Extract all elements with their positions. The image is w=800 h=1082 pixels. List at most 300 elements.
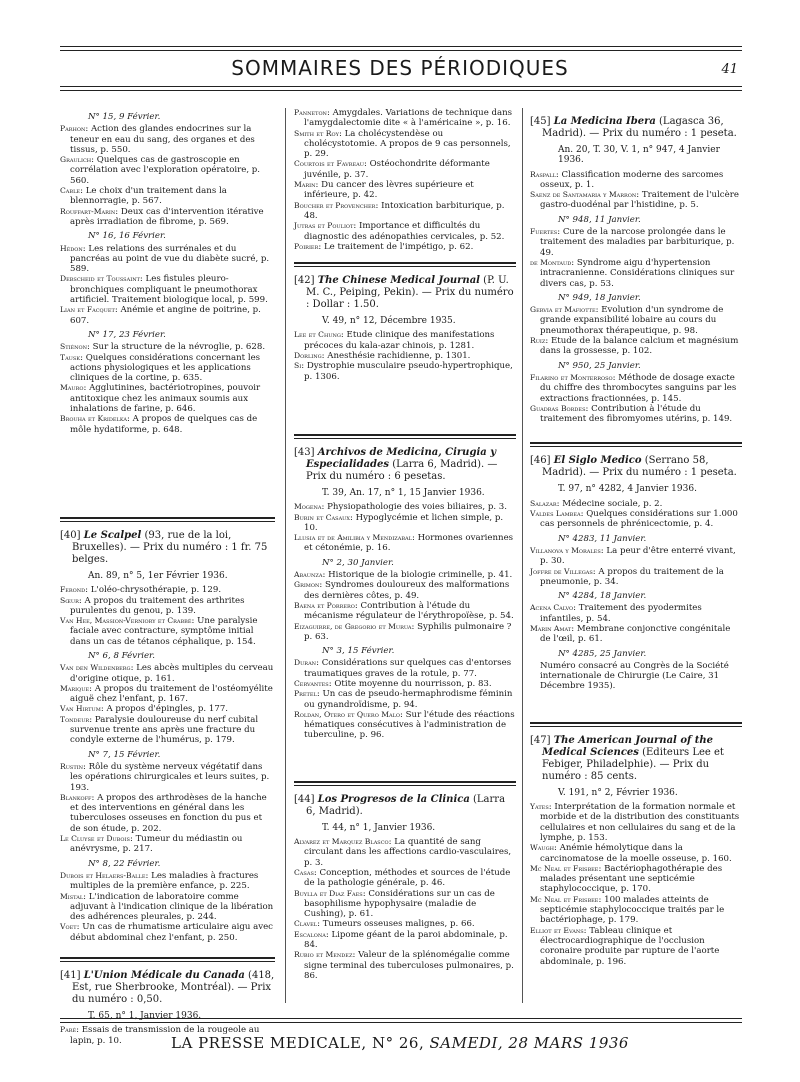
article-title: : Méthode de dosage exacte du chiffre des thrombocytes sanguins par les extractions fractionnées, p. 145. — [540, 372, 737, 404]
issue-heading: N° 8, 22 Février. — [88, 858, 161, 869]
article-entry — [294, 658, 516, 679]
journal-info: (P. U. M. C., Peiping, Pekin). — Prix du numéro : Dollar : 1.50. — [306, 275, 514, 311]
section-rule — [294, 785, 516, 786]
journal-info: (93, rue de la loi, Bruxelles). — Prix du numéro : 1 fr. 75 belges. — [72, 529, 268, 565]
footer-journal: LA PRESSE MEDICALE, — [171, 1034, 367, 1052]
article-authors: Alvarez et Marquez Blasco — [294, 837, 389, 847]
article-title: : Contribution à l'étude du traitement des fibromyomes utérins, p. 149. — [540, 403, 733, 425]
article-entry — [530, 864, 742, 895]
article-entry — [294, 889, 516, 920]
article-entry — [60, 342, 275, 352]
article-entry — [294, 502, 516, 512]
header-rule-bottom-2 — [60, 90, 742, 91]
article-authors: Blankoff — [60, 792, 92, 802]
article-entry — [294, 710, 516, 741]
article-entry — [60, 596, 275, 617]
article-entry — [294, 513, 516, 534]
journal-heading — [60, 970, 275, 1006]
journal-volume: T. 39, An. 17, n° 1, 15 Janvier 1936. — [322, 487, 485, 498]
article-title: : Sur l'étude des réactions hématiques consécutives à l'administration de tuberculine, p. 96. — [304, 709, 515, 741]
article-entry — [294, 330, 516, 351]
article-entry — [530, 843, 742, 864]
journal-block — [530, 116, 742, 166]
journal-volume: V. 49, n° 12, Décembre 1935. — [322, 316, 456, 327]
article-title: : Hypoglycémie et lichen simple, p. 10. — [304, 512, 504, 533]
article-authors: Baena et Porrero — [294, 600, 355, 610]
article-entry — [294, 108, 516, 129]
entries-block — [60, 585, 275, 943]
article-title: : Etude clinique des manifestations précoces du kala-azar chinois, p. 1281. — [304, 330, 495, 351]
article-title: : Contribution à l'étude du mécanisme régulateur de l'érythropoïèse, p. 54. — [304, 600, 514, 622]
journal-number: [41] — [60, 970, 81, 981]
article-authors: Mistal — [60, 891, 84, 901]
article-authors: Ruiz — [530, 336, 546, 346]
article-authors: Van Hee, Massion-Verniory et Crabbé — [60, 616, 192, 626]
article-authors: Mc Neal et Frisbee — [530, 863, 599, 873]
journal-block — [60, 530, 275, 581]
journal-heading — [294, 275, 516, 311]
article-entry — [530, 170, 742, 191]
article-authors: Villanova y Morales — [530, 545, 601, 555]
article-title: : Amygdales. Variations de technique dans l'amygdalectomie dite « à l'américaine », p. 16. — [304, 108, 513, 129]
journal-number: [44] — [294, 793, 315, 805]
article-authors: de Montaud — [530, 257, 572, 267]
issue-heading: N° 4285, 25 Janvier. — [558, 648, 647, 659]
article-authors: Jutras et Pouliot — [294, 221, 354, 231]
article-authors: Cable — [60, 186, 81, 196]
issue-heading: N° 4283, 11 Janvier. — [558, 533, 647, 544]
article-authors: Rubio et Mendez — [294, 950, 353, 960]
article-authors: Mc Neal et Frisbee — [530, 894, 599, 904]
article-entry — [60, 207, 275, 228]
article-entry — [294, 580, 516, 601]
section-rule — [294, 262, 516, 264]
article-title: : Deux cas d'intervention itérative après irradiation de fibrome, p. 569. — [70, 206, 264, 227]
article-authors: Debscheid et Toussaint — [60, 274, 140, 284]
article-entry — [60, 684, 275, 705]
entries-block — [294, 108, 516, 252]
journal-volume: V. 191, n° 2, Février 1936. — [558, 787, 678, 798]
article-entry — [60, 383, 275, 414]
journal-number: [45] — [530, 116, 551, 127]
article-authors: Eizaguirre, de Gregorio et Murua — [294, 621, 412, 631]
article-authors: Joffre de Villegas — [530, 566, 593, 576]
article-title: : Conception, méthodes et sources de l'étude de la pathologie générale, p. 46. — [304, 867, 511, 889]
journal-name: Archivos de Medicina, Cirugia y Especialidades — [306, 446, 497, 470]
article-title: : Les maladies à fractures multiples de la première enfance, p. 225. — [70, 870, 259, 892]
article-title: : Considérations sur un cas de basophilisme hypophysaire (maladie de Cushing), p. 61. — [304, 888, 495, 920]
entries-block — [294, 330, 516, 381]
entries-block — [530, 802, 742, 967]
article-entry — [530, 305, 742, 336]
journal-name: La Medicina Ibera — [553, 116, 656, 127]
article-entry — [60, 274, 275, 305]
article-authors: Filarino et Monterroso — [530, 372, 613, 382]
article-title: : Importance et difficultés du diagnostic des adénopathies cervicales, p. 52. — [304, 221, 505, 242]
article-entry — [294, 622, 516, 643]
article-title: : Interprétation de la formation normale et morbide et de la distribution des constituants cellulaires et non cellulaires du sang et de la lymphe, p. 153. — [540, 802, 740, 843]
article-title: : A propos du traitement des arthrites purulentes du genou, p. 139. — [70, 595, 245, 616]
article-title: : Intoxication barbiturique, p. 48. — [304, 200, 505, 221]
article-authors: Ferond — [60, 585, 86, 595]
article-title: : Hormones ovariennes et cétonémie, p. 16. — [304, 533, 514, 554]
article-title: : Historique de la biologie criminelle, p. 41. — [322, 570, 513, 581]
article-authors: Waugh — [530, 843, 554, 853]
article-authors: Lee et Chung — [294, 330, 341, 340]
article-title: : Agglutinines, bactériotropines, pouvoir antitoxique chez les animaux soumis aux inhalations de farine, p. 646. — [70, 383, 261, 415]
article-title: : Essais de transmission de la rougeole au lapin, p. 10. — [70, 1025, 260, 1046]
article-title: : Syndrome aigu d'hypertension intracranienne. Considérations cliniques sur divers cas, p. 53. — [540, 257, 735, 289]
section-rule — [530, 442, 742, 444]
footer-rule-2 — [60, 1022, 742, 1023]
article-title: : Membrane conjonctive congénitale de l'œil, p. 61. — [540, 623, 731, 645]
article-title: : Le traitement de l'impétigo, p. 62. — [318, 241, 474, 252]
header-rule-bottom — [60, 86, 742, 87]
article-title: : Dystrophie musculaire pseudo-hypertrophique, p. 1306. — [301, 361, 513, 382]
article-authors: Acena Calvo — [530, 603, 574, 613]
article-title: : Traitement de l'ulcère gastro-duodénal par l'histidine, p. 5. — [540, 190, 739, 211]
article-authors: Saenz de Santamaria y Marron — [530, 190, 637, 200]
header-rule-top — [60, 46, 742, 47]
issue-heading: N° 7, 15 Février. — [88, 749, 161, 760]
article-entry — [60, 585, 275, 595]
article-title: : Considérations sur quelques cas d'entorses traumatiques graves de la rotule, p. 77. — [304, 658, 512, 679]
page-number: 41 — [721, 62, 738, 77]
article-entry — [294, 930, 516, 951]
article-authors: Lian et Facquet — [60, 305, 115, 315]
article-authors: Valdes Lambea — [530, 509, 581, 519]
article-entry — [530, 895, 742, 926]
entries-block — [60, 112, 275, 435]
article-entry — [294, 533, 516, 554]
article-authors: Sœur — [60, 595, 79, 605]
article-title: : A propos des arthrodèses de la hanche et des interventions en général dans les tuberculoses osseuses en fonction du pus et de son étude, p. 202. — [70, 792, 267, 834]
issue-heading: N° 15, 9 Février. — [88, 112, 161, 122]
article-entry — [294, 180, 516, 201]
journal-name: El Siglo Medico — [553, 455, 642, 467]
entries-block — [530, 499, 742, 659]
article-authors: Yates — [530, 802, 549, 812]
article-title: : Tumeur du médiastin ou anévrysme, p. 217. — [70, 834, 243, 855]
article-title: : Lipome géant de la paroi abdominale, p. 84. — [304, 929, 508, 951]
journal-heading — [530, 455, 742, 479]
article-title: : Anémie hémolytique dans la carcinomatose de la moelle osseuse, p. 160. — [540, 843, 732, 864]
article-title: : Le choix d'un traitement dans la blennorragie, p. 567. — [70, 186, 227, 207]
article-authors: Abaunza — [294, 570, 323, 580]
article-entry — [60, 186, 275, 207]
article-authors: Le Cluyse et Dubois — [60, 834, 130, 844]
section-rule — [60, 961, 275, 962]
journal-volume: T. 97, n° 4282, 4 Janvier 1936. — [558, 484, 697, 495]
article-authors: Tausk — [60, 352, 81, 362]
article-title: : L'indication de laboratoire comme adjuvant à l'indication clinique de la libération des adhérences pleurales, p. 244. — [70, 891, 274, 923]
journal-info: (Larra 6, Madrid). — Prix du numéro : 6 pesetas. — [306, 458, 498, 482]
article-authors: Salazar — [530, 498, 557, 508]
article-authors: Casas — [294, 867, 314, 877]
journal-name: Los Progresos de la Clinica — [317, 793, 470, 805]
journal-number: [42] — [294, 275, 315, 287]
journal-volume: T. 65, n° 1, Janvier 1936. — [88, 1011, 202, 1021]
article-entry — [530, 404, 742, 425]
article-authors: Poirier — [294, 241, 319, 251]
journal-block — [294, 447, 516, 498]
section-rule — [530, 446, 742, 447]
article-title: : La quantité de sang circulant dans les affections cardio-vasculaires, p. 3. — [304, 837, 512, 868]
article-title: : Bactériophagothérapie des malades présentant une septicémie staphylococcique, p. 170. — [540, 863, 723, 895]
column-separator-1 — [285, 108, 286, 1003]
article-title: : A propos d'épingles, p. 177. — [100, 704, 229, 715]
article-entry — [294, 159, 516, 180]
issue-heading: N° 3, 15 Février. — [322, 646, 395, 657]
article-entry — [294, 242, 516, 252]
article-title: : Quelques considérations sur 1.000 cas personnels de phrénicectomie, p. 4. — [540, 509, 738, 530]
journal-name: The Chinese Medical Journal — [317, 275, 480, 287]
article-entry — [60, 762, 275, 793]
article-title: : Syndromes douloureux des malformations des dernières côtes, p. 49. — [304, 580, 510, 601]
issue-heading: N° 6, 8 Février. — [88, 650, 155, 661]
article-title: : Ostéochondrite déformante juvénile, p. 37. — [304, 159, 490, 180]
column-3 — [530, 108, 742, 967]
article-title: : Otite moyenne du nourrisson, p. 83. — [328, 678, 492, 689]
entries-block — [530, 170, 742, 425]
footer-number: N° 26, — [371, 1034, 425, 1052]
article-title: : Un cas de rhumatisme articulaire aigu avec début abdominal chez l'enfant, p. 250. — [70, 922, 273, 943]
journal-volume: An. 20, T. 30, V. 1, n° 947, 4 Janvier 1936. — [558, 145, 720, 166]
article-title: : A propos de quelques cas de môle hydatiforme, p. 648. — [70, 414, 258, 435]
footer-rule — [60, 1018, 742, 1019]
article-entry — [530, 190, 742, 211]
article-authors: Van den Wildenberg — [60, 663, 131, 673]
footer-date: SAMEDI, 28 MARS 1936 — [429, 1034, 629, 1052]
article-authors: Van Hirtum — [60, 704, 101, 714]
section-rule — [60, 957, 275, 959]
journal-number: [40] — [60, 529, 81, 541]
journal-info: (Lagasca 36, Madrid). — Prix du numéro : 1 peseta. — [542, 116, 737, 139]
page-title: SOMMAIRES DES PÉRIODIQUES — [231, 56, 569, 80]
article-title: : Tableau clinique et électrocardiographique de l'occlusion coronaire produite par rupture de l'aorte abdominale, p. 196. — [540, 925, 720, 967]
article-entry — [530, 227, 742, 258]
issue-heading: N° 2, 30 Janvier. — [322, 557, 394, 568]
article-entry — [530, 373, 742, 404]
section-rule — [294, 434, 516, 436]
article-authors: Panneton — [294, 108, 327, 117]
article-title: : Valeur de la splénomégalie comme signe terminal des tuberculoses pulmonaires, p. 86. — [304, 950, 514, 981]
article-authors: Dorling — [294, 351, 322, 361]
article-authors: Courtois et Favreau — [294, 159, 364, 169]
article-authors: Escalona — [294, 929, 326, 939]
article-title: : Un cas de pseudo-hermaphrodisme féminin ou gynandroïdisme, p. 94. — [304, 689, 513, 710]
issue-heading: N° 948, 11 Janvier. — [558, 214, 641, 225]
issue-heading: N° 4284, 18 Janvier. — [558, 591, 647, 602]
article-entry — [60, 793, 275, 834]
article-authors: Raspall — [530, 169, 556, 179]
article-authors: Mauro — [60, 383, 84, 393]
article-title: : Sur la structure de la névroglie, p. 628. — [87, 342, 266, 353]
article-authors: Marin — [294, 180, 316, 190]
article-entry — [294, 351, 516, 361]
journal-info: (Larra 6, Madrid). — [306, 793, 506, 817]
article-authors: Hédon — [60, 243, 83, 253]
article-entry — [60, 704, 275, 714]
article-authors: Brouha et Kridelka — [60, 414, 127, 424]
article-title: : Rôle du système nerveux végétatif dans les opérations chirurgicales et leurs suites, p. 193. — [70, 761, 270, 793]
article-entry — [294, 601, 516, 622]
article-entry — [530, 509, 742, 530]
article-entry — [530, 336, 742, 357]
article-entry — [60, 353, 275, 384]
article-entry — [294, 570, 516, 580]
journal-block — [294, 794, 516, 833]
journal-heading — [530, 735, 742, 783]
article-authors: Roldan, Otero et Quero Malo — [294, 709, 401, 719]
article-authors: Stiénon — [60, 342, 88, 352]
journal-info: (418, Est, rue Sherbrooke, Montréal). — Prix du numéro : 0,50. — [72, 970, 275, 1005]
section-rule — [530, 726, 742, 727]
article-authors: Rouffart-Marin — [60, 206, 116, 216]
section-rule — [530, 722, 742, 724]
journal-volume: An. 89, n° 5, 1er Février 1936. — [88, 570, 228, 581]
article-title: : Cure de la narcose prolongée dans le traitement des maladies par barbiturique, p. 49. — [540, 227, 735, 258]
journal-number: [46] — [530, 455, 551, 467]
article-title: : Anémie et angine de poitrine, p. 607. — [70, 305, 261, 326]
article-authors: Pretel — [294, 689, 317, 699]
article-entry — [294, 221, 516, 242]
column-separator-2 — [522, 108, 523, 1003]
article-entry — [60, 663, 275, 684]
article-title: : 100 malades atteints de septicémie staphylococcique traités par le bactériophage, p. 179. — [540, 894, 725, 926]
article-entry — [530, 546, 742, 567]
article-title: : Tumeurs osseuses malignes, p. 66. — [317, 919, 475, 930]
issue-heading: N° 950, 25 Janvier. — [558, 360, 641, 371]
article-authors: Dubois et Helaers-Balle — [60, 870, 146, 880]
article-entry — [294, 837, 516, 868]
article-authors: Guadras Bordes — [530, 403, 586, 413]
journal-heading — [530, 116, 742, 140]
footer-masthead — [0, 1034, 800, 1052]
article-title: : L'oléo-chrysothérapie, p. 129. — [85, 585, 222, 596]
article-entry — [294, 129, 516, 160]
article-authors: Fuertes — [530, 227, 558, 237]
article-entry — [294, 919, 516, 929]
journal-block — [60, 970, 275, 1021]
article-title: : Quelques cas de gastroscopie en corrélation avec l'exploration opératoire, p. 560. — [70, 155, 261, 186]
article-entry — [530, 567, 742, 588]
article-title: : Quelques considérations concernant les actions physiologiques et les applications cliniques de la cortine, p. 635. — [70, 352, 261, 384]
article-entry — [294, 868, 516, 889]
section-rule — [60, 517, 275, 519]
article-authors: Tondeur — [60, 714, 90, 724]
column-2 — [294, 108, 516, 981]
article-authors: Burin et Casaux — [294, 512, 350, 522]
article-entry — [294, 201, 516, 222]
article-authors: Voet — [60, 922, 77, 932]
journal-block — [530, 455, 742, 494]
article-entry — [294, 361, 516, 382]
journal-info: (Editeurs Lee et Febiger, Philadelphie). — Prix du numéro : 85 cents. — [542, 746, 724, 782]
article-authors: Marin Amat — [530, 623, 572, 633]
article-entry — [530, 258, 742, 289]
article-entry — [294, 950, 516, 981]
article-entry — [530, 624, 742, 645]
journal-heading — [294, 447, 516, 483]
article-entry — [60, 124, 275, 155]
article-title: : A propos du traitement de l'ostéomyélite aiguë chez l'enfant, p. 167. — [70, 683, 273, 705]
article-title: : La peur d'être enterré vivant, p. 30. — [540, 545, 736, 567]
article-authors: Buylla et Diaz Faes — [294, 888, 363, 898]
article-entry — [60, 871, 275, 892]
article-authors: Paré — [60, 1025, 77, 1035]
article-title: : La cholécystendèse ou cholécystotomie. A propos de 9 cas personnels, p. 29. — [304, 128, 511, 160]
header-rule-top-2 — [60, 50, 742, 51]
journal-block — [294, 275, 516, 326]
article-entry — [60, 922, 275, 943]
article-authors: Clavel — [294, 919, 318, 929]
journal-heading — [60, 530, 275, 566]
article-title: : Du cancer des lèvres supérieure et inférieure, p. 42. — [304, 180, 474, 201]
article-title: : Traitement des pyodermites infantiles, p. 54. — [540, 603, 702, 624]
article-entry — [294, 679, 516, 689]
article-title: : Les fistules pleuro-bronchiques compliquant le pneumothorax artificiel. Traitement biologique local, p. 599. — [70, 274, 268, 306]
article-title: : Médecine sociale, p. 2. — [556, 498, 663, 509]
article-entry — [60, 414, 275, 435]
article-entry — [294, 689, 516, 710]
article-authors: Marique — [60, 683, 90, 693]
article-entry — [60, 834, 275, 855]
article-title: : Anesthésie rachidienne, p. 1301. — [321, 351, 471, 362]
journal-name: The American Journal of the Medical Sciences — [542, 734, 714, 758]
article-authors: Gervia et Mafiotte — [530, 305, 596, 315]
issue-note: Numéro consacré au Congrès de la Société internationale de Chirurgie (Le Caire, 31 Décembre 1935). — [540, 660, 729, 692]
issue-heading: N° 949, 18 Janvier. — [558, 292, 641, 303]
journal-block — [530, 735, 742, 798]
section-rule — [294, 438, 516, 439]
article-authors: Mogena — [294, 502, 322, 512]
section-rule — [294, 781, 516, 783]
journal-heading — [294, 794, 516, 818]
journal-name: Le Scalpel — [83, 529, 142, 541]
article-entry — [530, 926, 742, 967]
article-entry — [530, 603, 742, 624]
article-authors: Duran — [294, 658, 317, 668]
article-entry — [60, 616, 275, 647]
article-authors: Llusia et de Amilibia y Mendizabal — [294, 533, 412, 543]
section-rule — [60, 521, 275, 522]
entries-block — [294, 837, 516, 981]
article-title: : Une paralysie faciale avec contracture, symptôme initial dans un cas de tétanos céphalique, p. 154. — [70, 616, 258, 647]
article-title: : Les abcès multiples du cerveau d'origine otique, p. 161. — [70, 663, 274, 684]
article-authors: Si — [294, 361, 302, 371]
article-authors: Graulich — [60, 155, 92, 165]
article-title: : Paralysie douloureuse du nerf cubital survenue trente ans après une fracture du condyle externe de l'humérus, p. 179. — [70, 714, 259, 746]
article-title: : Evolution d'un syndrome de grande expansibilité lobaire au cours du pneumothorax thérapeutique, p. 98. — [540, 305, 724, 336]
issue-heading: N° 17, 23 Février. — [88, 329, 166, 340]
article-entry — [60, 244, 275, 275]
article-authors: Parhon — [60, 124, 86, 134]
journal-volume: T. 44, n° 1, Janvier 1936. — [322, 822, 436, 833]
article-title: : Syphilis pulmonaire ? p. 63. — [304, 621, 512, 642]
journal-number: [47] — [530, 734, 551, 746]
section-rule — [294, 266, 516, 267]
article-entry — [60, 155, 275, 186]
article-authors: Grimon — [294, 580, 320, 590]
article-title: : Les relations des surrénales et du pancréas au point de vue du diabète sucré, p. 589. — [70, 243, 270, 275]
article-authors: Elliot et Evans — [530, 925, 584, 935]
article-entry — [530, 499, 742, 509]
article-authors: Cervantes — [294, 678, 329, 688]
article-authors: Smith et Roy — [294, 128, 339, 138]
article-title: : Physiopathologie des voies biliaires, p. 3. — [321, 502, 508, 513]
article-entry — [60, 715, 275, 746]
